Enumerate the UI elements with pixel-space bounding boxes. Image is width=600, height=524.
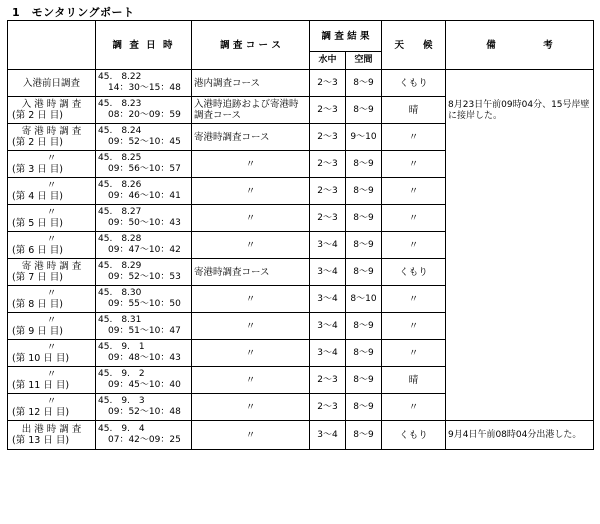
- header-results: 調 査 結 果: [310, 21, 382, 52]
- header-weather: 天 候: [382, 21, 446, 70]
- survey-course: 〃: [192, 421, 310, 450]
- survey-datetime: 45. 8.29 09：52～10：53: [96, 259, 192, 286]
- survey-datetime: 45. 8.25 09：56～10：57: [96, 151, 192, 178]
- header-blank: [8, 21, 96, 70]
- table-row: [8, 70, 594, 97]
- survey-course: 〃: [192, 151, 310, 178]
- survey-label: 〃 (第 10 日 目): [8, 340, 96, 367]
- underwater-value: 2～3: [310, 367, 346, 394]
- survey-datetime: 45. 9. 2 09：45～10：40: [96, 367, 192, 394]
- underwater-value: 2～3: [310, 205, 346, 232]
- notes-cell: 9月4日午前08時04分出港した。: [446, 421, 594, 450]
- underwater-value: 3～4: [310, 232, 346, 259]
- section-title: 1 モンタリングポート: [12, 6, 135, 19]
- air-value: 8～9: [346, 70, 382, 97]
- air-value: 8～9: [346, 97, 382, 124]
- survey-label: 〃 (第 11 日 目): [8, 367, 96, 394]
- survey-course: 寄港時調査コース: [192, 259, 310, 286]
- underwater-value: 3～4: [310, 286, 346, 313]
- survey-label: 〃 (第 3 日 目): [8, 151, 96, 178]
- air-value: 8～9: [346, 259, 382, 286]
- underwater-value: 3～4: [310, 421, 346, 450]
- survey-course: 〃: [192, 205, 310, 232]
- weather-value: 〃: [382, 313, 446, 340]
- survey-label: 〃 (第 8 日 目): [8, 286, 96, 313]
- survey-datetime: 45. 8.24 09：52～10：45: [96, 124, 192, 151]
- air-value: 8～9: [346, 394, 382, 421]
- survey-datetime: 45. 8.23 08：20～09：59: [96, 97, 192, 124]
- air-value: 8～9: [346, 340, 382, 367]
- header-notes: 備 考: [446, 21, 594, 70]
- air-value: 8～9: [346, 232, 382, 259]
- air-value: 8～9: [346, 178, 382, 205]
- survey-label: 〃 (第 4 日 目): [8, 178, 96, 205]
- underwater-value: 2～3: [310, 124, 346, 151]
- weather-value: 〃: [382, 205, 446, 232]
- survey-datetime: 45. 8.28 09：47～10：42: [96, 232, 192, 259]
- underwater-value: 2～3: [310, 394, 346, 421]
- notes-cell: 8月23日午前09時04分、15号岸壁に接岸した。: [446, 70, 594, 421]
- survey-datetime: 45. 8.30 09：55～10：50: [96, 286, 192, 313]
- weather-value: 晴: [382, 97, 446, 124]
- underwater-value: 2～3: [310, 151, 346, 178]
- survey-datetime: 45. 9. 1 09：48～10：43: [96, 340, 192, 367]
- survey-course: 港内調査コース: [192, 70, 310, 97]
- survey-datetime: 45. 9. 4 07：42～09：25: [96, 421, 192, 450]
- weather-value: 〃: [382, 178, 446, 205]
- air-value: 8～9: [346, 313, 382, 340]
- weather-value: 晴: [382, 367, 446, 394]
- air-value: 8～10: [346, 286, 382, 313]
- survey-label: 入港前日調査: [8, 70, 96, 97]
- survey-label: 出 港 時 調 査 (第 13 日 目): [8, 421, 96, 450]
- header-air: 空間: [346, 52, 382, 70]
- survey-label: 寄 港 時 調 査 (第 2 日 目): [8, 124, 96, 151]
- weather-value: 〃: [382, 151, 446, 178]
- underwater-value: 3～4: [310, 259, 346, 286]
- survey-datetime: 45. 9. 3 09：52～10：48: [96, 394, 192, 421]
- survey-datetime: 45. 8.22 14：30～15：48: [96, 70, 192, 97]
- monitoring-table: [7, 20, 594, 450]
- survey-course: 寄港時調査コース: [192, 124, 310, 151]
- survey-course: 〃: [192, 286, 310, 313]
- weather-value: くもり: [382, 421, 446, 450]
- air-value: 8～9: [346, 151, 382, 178]
- air-value: 8～9: [346, 421, 382, 450]
- survey-label: 〃 (第 6 日 目): [8, 232, 96, 259]
- air-value: 8～9: [346, 205, 382, 232]
- underwater-value: 3～4: [310, 313, 346, 340]
- weather-value: 〃: [382, 394, 446, 421]
- survey-label: 入 港 時 調 査 (第 2 日 目): [8, 97, 96, 124]
- underwater-value: 2～3: [310, 178, 346, 205]
- header-datetime: 調 査 日 時: [96, 21, 192, 70]
- survey-label: 寄 港 時 調 査 (第 7 日 目): [8, 259, 96, 286]
- underwater-value: 3～4: [310, 340, 346, 367]
- survey-datetime: 45. 8.31 09：51～10：47: [96, 313, 192, 340]
- survey-label: 〃 (第 12 日 目): [8, 394, 96, 421]
- survey-datetime: 45. 8.26 09：46～10：41: [96, 178, 192, 205]
- survey-course: 〃: [192, 178, 310, 205]
- survey-course: 〃: [192, 367, 310, 394]
- header-course: 調 査 コ ー ス: [192, 21, 310, 70]
- underwater-value: 2～3: [310, 97, 346, 124]
- survey-course: 入港時追跡および寄港時調査コース: [192, 97, 310, 124]
- air-value: 8～9: [346, 367, 382, 394]
- air-value: 9～10: [346, 124, 382, 151]
- survey-course: 〃: [192, 340, 310, 367]
- weather-value: 〃: [382, 286, 446, 313]
- survey-course: 〃: [192, 394, 310, 421]
- survey-datetime: 45. 8.27 09：50～10：43: [96, 205, 192, 232]
- weather-value: 〃: [382, 232, 446, 259]
- survey-course: 〃: [192, 313, 310, 340]
- weather-value: くもり: [382, 259, 446, 286]
- survey-label: 〃 (第 5 日 目): [8, 205, 96, 232]
- weather-value: 〃: [382, 124, 446, 151]
- weather-value: くもり: [382, 70, 446, 97]
- weather-value: 〃: [382, 340, 446, 367]
- survey-label: 〃 (第 9 日 目): [8, 313, 96, 340]
- survey-course: 〃: [192, 232, 310, 259]
- header-underwater: 水中: [310, 52, 346, 70]
- underwater-value: 2～3: [310, 70, 346, 97]
- table-row: [8, 421, 594, 450]
